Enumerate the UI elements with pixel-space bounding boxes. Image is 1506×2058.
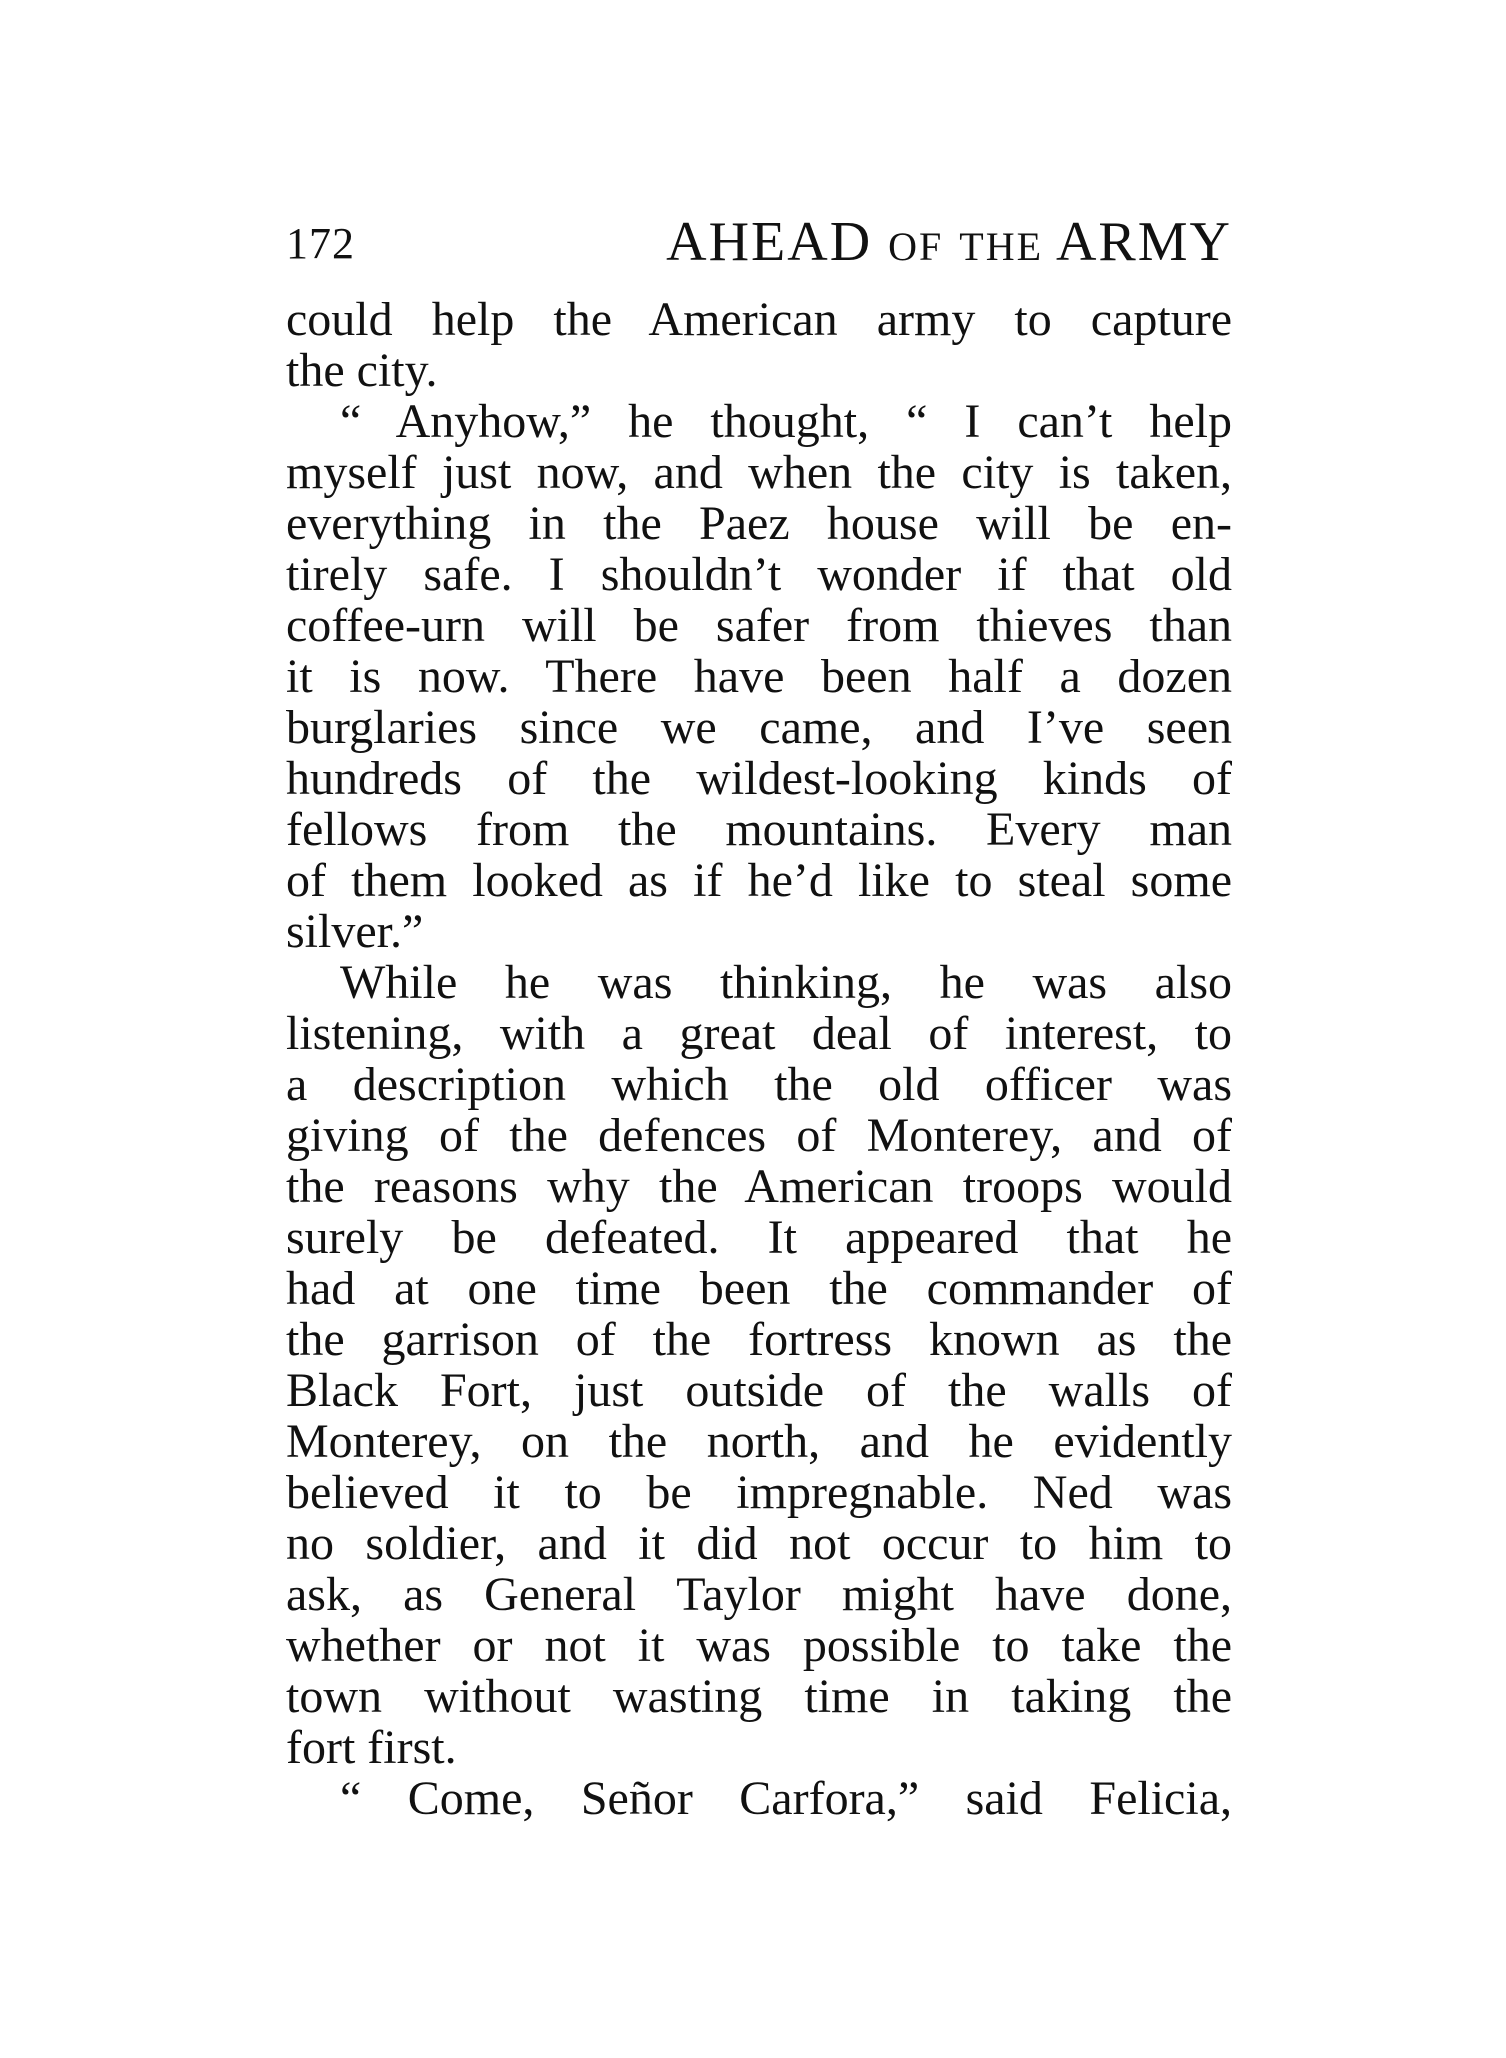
text-line: burglaries since we came, and I’ve seen — [286, 701, 1232, 754]
text-line: whether or not it was possible to take the — [286, 1619, 1232, 1672]
text-line: surely be defeated. It appeared that he — [286, 1211, 1232, 1264]
running-head — [666, 210, 1232, 274]
text-line: town without wasting time in taking the — [286, 1670, 1232, 1723]
running-head-word-1: AHEAD — [666, 211, 873, 273]
text-line: no soldier, and it did not occur to him to — [286, 1517, 1232, 1570]
running-head-word-2: ARMY — [1055, 211, 1232, 273]
text-line: Monterey, on the north, and he evidently — [286, 1415, 1232, 1468]
book-page — [286, 210, 1232, 1824]
text-line: While he was thinking, he was also — [340, 956, 1232, 1009]
text-line: believed it to be impregnable. Ned was — [286, 1466, 1232, 1519]
text-line: could help the American army to capture — [286, 293, 1232, 346]
text-line: fort first. — [286, 1721, 457, 1774]
text-line: a description which the old officer was — [286, 1058, 1232, 1111]
body-text — [286, 294, 1232, 1824]
text-line: the reasons why the American troops would — [286, 1160, 1232, 1213]
text-line: myself just now, and when the city is taken, — [286, 446, 1232, 499]
text-line: ask, as General Taylor might have done, — [286, 1568, 1232, 1621]
text-line: tirely safe. I shouldn’t wonder if that old — [286, 548, 1232, 601]
page-number: 172 — [286, 219, 355, 268]
text-line: coffee-urn will be safer from thieves than — [286, 599, 1232, 652]
text-line: it is now. There have been half a dozen — [286, 650, 1232, 703]
text-line: the garrison of the fortress known as the — [286, 1313, 1232, 1366]
text-line: everything in the Paez house will be en- — [286, 497, 1232, 550]
text-line: had at one time been the commander of — [286, 1262, 1232, 1315]
text-line: of them looked as if he’d like to steal some — [286, 854, 1232, 907]
text-line: Black Fort, just outside of the walls of — [286, 1364, 1232, 1417]
text-line: the city. — [286, 344, 438, 397]
text-line: fellows from the mountains. Every man — [286, 803, 1232, 856]
running-head-of: OF — [888, 224, 944, 269]
text-line: silver.” — [286, 905, 424, 958]
text-line: giving of the defences of Monterey, and of — [286, 1109, 1232, 1162]
text-line: listening, with a great deal of interest, to — [286, 1007, 1232, 1060]
page-header — [286, 210, 1232, 276]
running-head-the: THE — [959, 224, 1044, 269]
text-line: hundreds of the wildest-looking kinds of — [286, 752, 1232, 805]
text-line: “ Come, Señor Carfora,” said Felicia, — [340, 1772, 1232, 1825]
text-line: “ Anyhow,” he thought, “ I can’t help — [340, 395, 1232, 448]
